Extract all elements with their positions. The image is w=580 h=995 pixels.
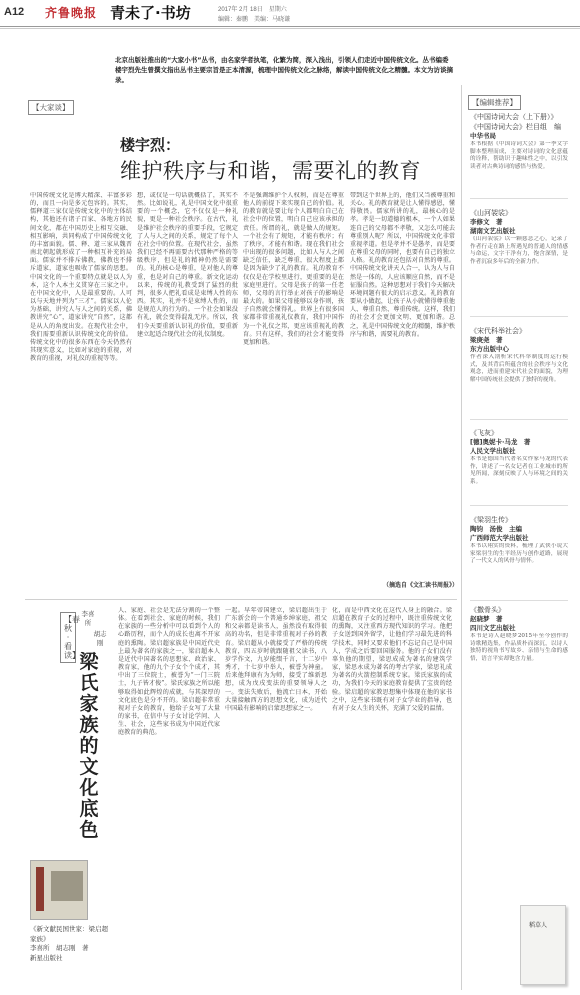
header-rule — [0, 26, 580, 27]
article1-column: 想，或仅是一句话就概括了，其实不然。比如说礼，礼是中国文化中很重要的一个概念，它不仅仅是一种礼貌，更是一种社会秩序。在古代，礼是维护社会秩序的重要手段，它规定了人与人之间的关系，规定了每个人在社会中的位置。在现代社会，虽然我们已经不再需要古代那种严格的等级秩序，但是礼的精神仍然是需要的。礼的核心是尊重，是对他人的尊重，也是对自己的尊重。新文化运动以来，传统的礼教受到了猛烈的批判，很多人把礼看成是束缚人性的东西。其实，礼并不是束缚人性的，而是规范人的行为的。一个社会如果没有礼，就会变得混乱无序。所以，我们今天要重新认识礼的价值，要重新建立起适合现代社会的礼仪制度。 — [137, 192, 238, 338]
book-cover-image — [520, 905, 566, 985]
book-author: 《中国诗词大会》栏目组 编 — [470, 123, 561, 131]
book-cover-title: 稻草人 — [529, 922, 548, 929]
book-title: 《梁羽生传》 — [470, 516, 512, 524]
intro-text: 北京出版社推出的“大家小书”丛书，由名家学者执笔，化繁为简，深入浅出，引领人们走近中国传统文化。丛书编委楼宇烈先生曾撰文指出丛书主要宗旨是正本清源，梳理中国传统文化之脉络，解读中国传统文化之精髓。本文为访谈摘录。 — [115, 56, 453, 84]
book-title: 《撒骨头》 — [470, 606, 505, 614]
pick-divider — [470, 316, 568, 317]
book-publisher: 中华书局 — [470, 132, 496, 140]
book-cover-image — [30, 860, 88, 920]
article1-source: （摘选自《文汇读书周报》） — [383, 582, 459, 589]
book-description: 作者深入剖析宋代科举制度的运行模式，及其背后所蕴含的社会秩序与文化观念，进而重建宋代社会的面貌，为理解中国传统社会提供了独特的视角。 — [470, 354, 568, 383]
book-caption-authors: 李喜所 胡志刚 著 — [30, 944, 89, 952]
book-description: 本书是德国当代著名女作家马龙的代表作，讲述了一名女记者在工业城市的所见所闻，深刻反映了人与环境之间的关系。 — [470, 456, 568, 485]
article1-column: 不是强调维护个人权利，而是在尊重他人的前提下来实现自己的价值。礼的教育就是要让每个人都明白自己在社会中的位置，明白自己应该承担的责任。所谓的礼，就是做人的规矩。一个社会有了规矩，才能有秩序；有了秩序，才能有和谐。现在我们社会中出现的很多问题，比如人与人之间缺乏信任，缺乏尊重，很大程度上都是因为缺少了礼的教育。礼的教育不仅仅是在学校里进行，更重要的是在家庭里进行。父母是孩子的第一任老师，父母的言行举止对孩子的影响是最大的。如果父母能够以身作则，孩子自然就会懂得礼。世界上有很多国家都非常重视礼仪教育，我们中国作为一个礼仪之邦，更应该重视礼的教育。只有这样，我们的社会才能变得更加和谐。 — [243, 192, 344, 346]
book-publisher: 广西师范大学出版社 — [470, 534, 529, 542]
article2-column: 一起。早年帝国建立，梁启超出生于广东新会的一个普通乡绅家庭，祖父和父亲都是读书人，虽然没有取得很高的功名，但是非常重视对子孙的教育。梁启超从小就接受了严格的传统教育，四五岁时就跟随祖父读书，八岁学作文，九岁能缀千言，十二岁中秀才，十七岁中举人，被誉为神童。后来他拜康有为为师，接受了维新思想，成为戊戌变法的重要领导人之一。变法失败后，他流亡日本，开始大量接触西方的思想文化，成为近代中国最有影响的启蒙思想家之一。 — [225, 607, 327, 712]
article1-column: 带到这个世界上的，他们又当被尊重和关心。礼的教育就是让人懂得感恩，懂得敬畏。儒家所讲的礼，最核心的是孝。孝是一切道德的根本，一个人如果连自己的父母都不孝敬，又怎么可能去尊重别人呢？所以，中国传统文化非常重视孝道。但是孝并不是愚孝，而是要在尊重父母的同时，也要有自己的独立人格。礼的教育还包括对自然的尊重。中国传统文化讲天人合一，认为人与自然是一体的，人应该顺应自然，而不是征服自然。这种思想对于我们今天解决环境问题有很大的启示意义。礼的教育要从小做起，让孩子从小就懂得尊重他人、尊重自然、尊重传统。这样，我们的社会才会更加文明、更加和谐。总之，礼是中国传统文化的精髓，维护秩序与和谐，需要礼的教育。 — [350, 192, 455, 338]
book-publisher: 四川文艺出版社 — [470, 624, 516, 632]
book-pick — [470, 112, 568, 199]
header-rule-thin — [0, 28, 580, 29]
article2-author: 李喜所 — [81, 610, 95, 627]
book-author: [德]奥妮卡·马龙 著 — [470, 438, 531, 446]
book-pick — [470, 605, 568, 898]
article1-headline: 维护秩序与和谐，需要礼的教育 — [120, 159, 421, 183]
section-tag-editor-picks: 【编辑推荐】 — [468, 95, 521, 110]
section-tag-dajiatan: 【大家谈】 — [28, 100, 74, 115]
book-author: 陶钧 汤俊 主编 — [470, 525, 522, 533]
header-editors: 编辑：秦鹏 美编：马晓谦 — [218, 17, 291, 23]
pick-divider — [470, 600, 568, 601]
book-title: 《宋代科举社会》 — [470, 327, 526, 335]
book-publisher: 东方出版中心 — [470, 345, 509, 353]
section-tag-chunqiu: 【春秋 · 看读】 — [60, 612, 76, 663]
book-spine-shape — [36, 867, 44, 911]
book-pick — [470, 428, 568, 506]
book-title: 《飞灰》 — [470, 429, 498, 437]
article1-speaker: 楼宇烈： — [120, 136, 181, 154]
article2-column: 人、家庭、社会是无法分割的一个整体。在看到社会、家庭的时候，我们在家族的一些分析中可以看到个人的心路历程，而个人的成长也离不开家庭的熏陶。梁启超家族是中国近代史上最为著名的家族之一，梁启超本人是近代中国著名的思想家、政治家、教育家，他的九个子女个个成才，其中出了三位院士，被誉为“一门三院士，九子皆才俊”。梁氏家族之所以能够取得如此辉煌的成就，与其深厚的文化底色是分不开的。梁启超非常重视对子女的教育，他给子女写了大量的家书，在信中与子女讨论学问、人生、社会，这些家书成为中国近代家庭教育的典范。 — [118, 607, 220, 737]
book-photo-shape — [51, 871, 83, 901]
book-author: 赵晓梦 著 — [470, 615, 503, 623]
book-author: 梁庚尧 著 — [470, 336, 503, 344]
book-title: 《中国诗词大会（上下册）》 — [470, 113, 558, 121]
page-number: A12 — [4, 6, 25, 18]
masthead-logo: 齐鲁晚报 — [45, 6, 98, 20]
book-description: 《山河袈裟》以一颗慈悲之心，记录了作者行走在路上所遇见的普通人的情感与命运，文字干净有力，饱含深情，是作者沉寂多年后的全新力作。 — [470, 236, 568, 265]
article2-column: 化，而是中西文化在这代人身上的融合。梁启超在教育子女的过程中，既注重传统文化的熏陶，又注重西方现代知识的学习。他把子女送到国外留学，让他们学习最先进的科学技术，同时又要求他们不忘记自己是中国人，学成之后要回国服务。他的子女们没有辜负他的期望，梁思成成为著名的建筑学家，梁思永成为著名的考古学家，梁思礼成为著名的火箭控制系统专家。梁氏家族的成功，为我们今天的家庭教育提供了宝贵的经验。梁启超的家教思想集中体现在他的家书之中，这些家书既有对子女学业的指导，也有对子女人生的关怀，充满了父爱的温情。 — [332, 607, 452, 712]
book-caption-publisher: 新星出版社 — [30, 953, 63, 962]
book-publisher: 人民文学出版社 — [470, 447, 516, 455]
book-description: 本书是诗人赵晓梦2015年至今创作的诗歌精选集，作品质朴而深沉，以诗人独特的视角书写故乡、亲情与生命的感悟，语言平实却饱含力量。 — [470, 633, 568, 662]
article2-headline: 梁氏家族的文化底色 — [79, 651, 99, 841]
book-pick — [470, 515, 568, 601]
section-divider — [25, 599, 457, 600]
column-title: 青未了·书坊 — [110, 4, 191, 22]
book-description: 本书根据《中国诗词大会》第一季文字脚本整理而成，主要对诗词的文化意蕴的诠释，帮助识于趣味性之中，以引发读者对古典诗词的感悟与热爱。 — [470, 141, 568, 170]
book-author: 李修文 著 — [470, 218, 503, 226]
book-title: 《山河袈裟》 — [470, 209, 512, 217]
article2-author: 胡志刚 — [93, 630, 107, 647]
book-caption — [30, 925, 110, 963]
book-publisher: 湖南文艺出版社 — [470, 227, 516, 235]
book-description: 本书以翔实的资料，梳理了武侠小说大家梁羽生的生平经历与创作道路，展现了一代文人的风骨与情怀。 — [470, 543, 568, 565]
pick-divider — [470, 505, 568, 506]
article1-column: 中国传统文化是博大精深、丰富多彩的，而且一向是多元包容的。其实，儒释道三家仅是传统文化中的主体结构，其他还有诸子百家、各地方的民间文化，都在中国历史上相互交融、相互影响，共同构成了中国传统文化的丰富面貌。儒、释、道三家从魏晋南北朝起就形成了一种相互补充的局面。儒家并不排斥佛教，佛教也不排斥道家，道家也吸收了儒家的思想。中国文化的一个重要特点就是以人为本，这个人本主义贯穿在三家之中。在中国文化中，人是最重要的。人可以与天地并列为“三才”。儒家以人伦为基础，讲究人与人之间的关系，佛教讲究“心”，道家讲究“自然”，这都是从人的角度出发。在现代社会中，我们需要重新认识传统文化的价值。传统文化中的很多东西在今天仍然有其现实意义，比如对家庭的重视，对教育的重视，对礼仪的重视等等。 — [30, 192, 132, 363]
pick-divider — [470, 419, 568, 420]
book-caption-title: 《新文献民国世家：梁启超家族》 — [30, 925, 108, 943]
column-divider — [461, 85, 462, 990]
book-pick — [470, 326, 568, 420]
book-pick — [470, 208, 568, 317]
header-date: 2017年 2月 18日 星期六 — [218, 7, 287, 13]
pick-divider — [470, 198, 568, 199]
